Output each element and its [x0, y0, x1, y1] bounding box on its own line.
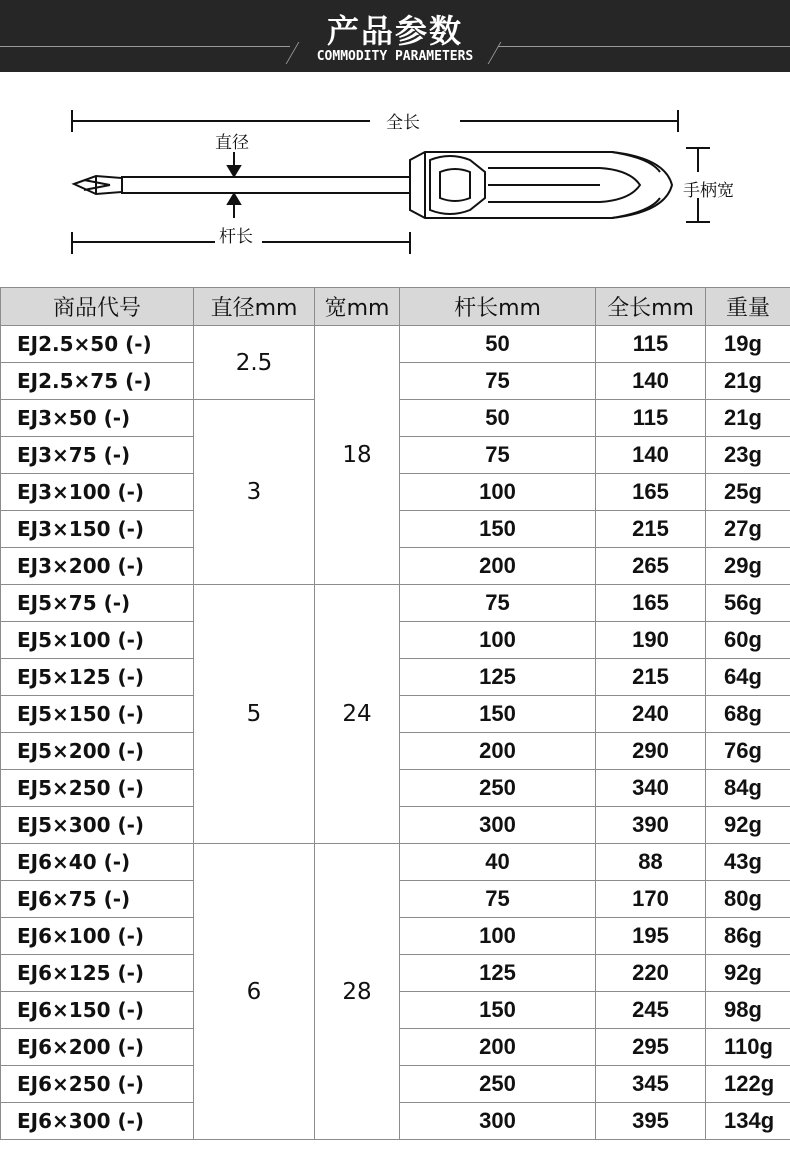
model-cell: EJ5×150 (-) [1, 696, 194, 733]
weight-cell: 27g [706, 511, 790, 548]
column-header-weight: 重量 [706, 288, 790, 326]
page-title: 产品参数 [326, 12, 463, 50]
column-header-model: 商品代号 [1, 288, 194, 326]
column-header-total-length: 全长mm [596, 288, 706, 326]
weight-cell: 92g [706, 807, 790, 844]
total-length-cell: 190 [596, 622, 706, 659]
model-cell: EJ5×250 (-) [1, 770, 194, 807]
shaft-length-cell: 100 [400, 474, 596, 511]
model-cell: EJ6×150 (-) [1, 992, 194, 1029]
table-row [1, 326, 790, 363]
weight-cell: 25g [706, 474, 790, 511]
table-row [1, 585, 790, 622]
weight-cell: 84g [706, 770, 790, 807]
spec-table-body [1, 326, 790, 1140]
total-length-cell: 340 [596, 770, 706, 807]
model-cell: EJ6×125 (-) [1, 955, 194, 992]
weight-cell: 19g [706, 326, 790, 363]
total-length-cell: 220 [596, 955, 706, 992]
total-length-cell: 88 [596, 844, 706, 881]
total-length-cell: 240 [596, 696, 706, 733]
width-cell: 18 [315, 326, 400, 585]
shaft-length-cell: 200 [400, 1029, 596, 1066]
total-length-cell: 290 [596, 733, 706, 770]
table-row [1, 844, 790, 881]
weight-cell: 64g [706, 659, 790, 696]
total-length-cell: 140 [596, 363, 706, 400]
shaft-length-cell: 75 [400, 585, 596, 622]
total-length-cell: 295 [596, 1029, 706, 1066]
shaft-length-cell: 75 [400, 881, 596, 918]
model-cell: EJ3×100 (-) [1, 474, 194, 511]
weight-cell: 56g [706, 585, 790, 622]
diameter-cell: 6 [194, 844, 315, 1140]
model-cell: EJ6×75 (-) [1, 881, 194, 918]
column-header-diameter: 直径mm [194, 288, 315, 326]
model-cell: EJ5×100 (-) [1, 622, 194, 659]
total-length-cell: 345 [596, 1066, 706, 1103]
diameter-cell: 5 [194, 585, 315, 844]
table-header-row [1, 288, 790, 326]
weight-cell: 21g [706, 400, 790, 437]
weight-cell: 23g [706, 437, 790, 474]
shaft-length-cell: 150 [400, 511, 596, 548]
screwdriver-handle [410, 152, 672, 218]
shaft-length-cell: 50 [400, 400, 596, 437]
total-length-cell: 215 [596, 511, 706, 548]
shaft-length-cell: 100 [400, 622, 596, 659]
shaft-length-cell: 300 [400, 807, 596, 844]
model-cell: EJ6×250 (-) [1, 1066, 194, 1103]
model-cell: EJ2.5×75 (-) [1, 363, 194, 400]
shaft-length-cell: 50 [400, 326, 596, 363]
diameter-cell: 2.5 [194, 326, 315, 400]
total-length-cell: 170 [596, 881, 706, 918]
column-header-shaft-length: 杆长mm [400, 288, 596, 326]
shaft-length-cell: 125 [400, 659, 596, 696]
shaft-length-cell: 250 [400, 770, 596, 807]
model-cell: EJ6×300 (-) [1, 1103, 194, 1140]
model-cell: EJ3×200 (-) [1, 548, 194, 585]
banner-divider-right [498, 46, 790, 47]
weight-cell: 86g [706, 918, 790, 955]
screwdriver-tip [74, 176, 122, 194]
diameter-cell: 3 [194, 400, 315, 585]
shaft-length-cell: 150 [400, 992, 596, 1029]
shaft-length-cell: 250 [400, 1066, 596, 1103]
weight-cell: 76g [706, 733, 790, 770]
spec-table [0, 287, 790, 1140]
screwdriver-diagram [0, 72, 790, 282]
model-cell: EJ3×150 (-) [1, 511, 194, 548]
total-length-cell: 165 [596, 474, 706, 511]
weight-cell: 110g [706, 1029, 790, 1066]
weight-cell: 80g [706, 881, 790, 918]
shaft-length-cell: 75 [400, 437, 596, 474]
shaft-length-cell: 200 [400, 548, 596, 585]
shaft-length-cell: 200 [400, 733, 596, 770]
total-length-cell: 165 [596, 585, 706, 622]
shaft-length-cell: 300 [400, 1103, 596, 1140]
model-cell: EJ6×200 (-) [1, 1029, 194, 1066]
total-length-label: 全长 [386, 113, 420, 133]
width-cell: 28 [315, 844, 400, 1140]
total-length-cell: 215 [596, 659, 706, 696]
shaft-length-label: 杆长 [219, 227, 253, 247]
model-cell: EJ6×100 (-) [1, 918, 194, 955]
diameter-label: 直径 [215, 133, 249, 153]
model-cell: EJ5×75 (-) [1, 585, 194, 622]
model-cell: EJ2.5×50 (-) [1, 326, 194, 363]
shaft-length-cell: 100 [400, 918, 596, 955]
weight-cell: 43g [706, 844, 790, 881]
model-cell: EJ3×75 (-) [1, 437, 194, 474]
weight-cell: 21g [706, 363, 790, 400]
weight-cell: 29g [706, 548, 790, 585]
total-length-cell: 140 [596, 437, 706, 474]
screwdriver-illustration [0, 72, 790, 282]
model-cell: EJ5×200 (-) [1, 733, 194, 770]
total-length-cell: 115 [596, 400, 706, 437]
total-length-cell: 195 [596, 918, 706, 955]
total-length-cell: 115 [596, 326, 706, 363]
header-banner [0, 0, 790, 72]
weight-cell: 134g [706, 1103, 790, 1140]
total-length-cell: 245 [596, 992, 706, 1029]
shaft-length-cell: 125 [400, 955, 596, 992]
model-cell: EJ5×300 (-) [1, 807, 194, 844]
width-cell: 24 [315, 585, 400, 844]
total-length-dimension [72, 110, 678, 132]
weight-cell: 60g [706, 622, 790, 659]
total-length-cell: 265 [596, 548, 706, 585]
shaft-length-cell: 150 [400, 696, 596, 733]
shaft-length-cell: 75 [400, 363, 596, 400]
column-header-width: 宽mm [315, 288, 400, 326]
total-length-cell: 395 [596, 1103, 706, 1140]
model-cell: EJ3×50 (-) [1, 400, 194, 437]
model-cell: EJ5×125 (-) [1, 659, 194, 696]
weight-cell: 98g [706, 992, 790, 1029]
page-subtitle: COMMODITY PARAMETERS [316, 49, 474, 64]
weight-cell: 92g [706, 955, 790, 992]
total-length-cell: 390 [596, 807, 706, 844]
weight-cell: 122g [706, 1066, 790, 1103]
handle-width-label: 手柄宽 [683, 181, 734, 201]
screwdriver-shaft [122, 177, 410, 193]
banner-divider-left [0, 46, 290, 47]
model-cell: EJ6×40 (-) [1, 844, 194, 881]
weight-cell: 68g [706, 696, 790, 733]
shaft-length-cell: 40 [400, 844, 596, 881]
